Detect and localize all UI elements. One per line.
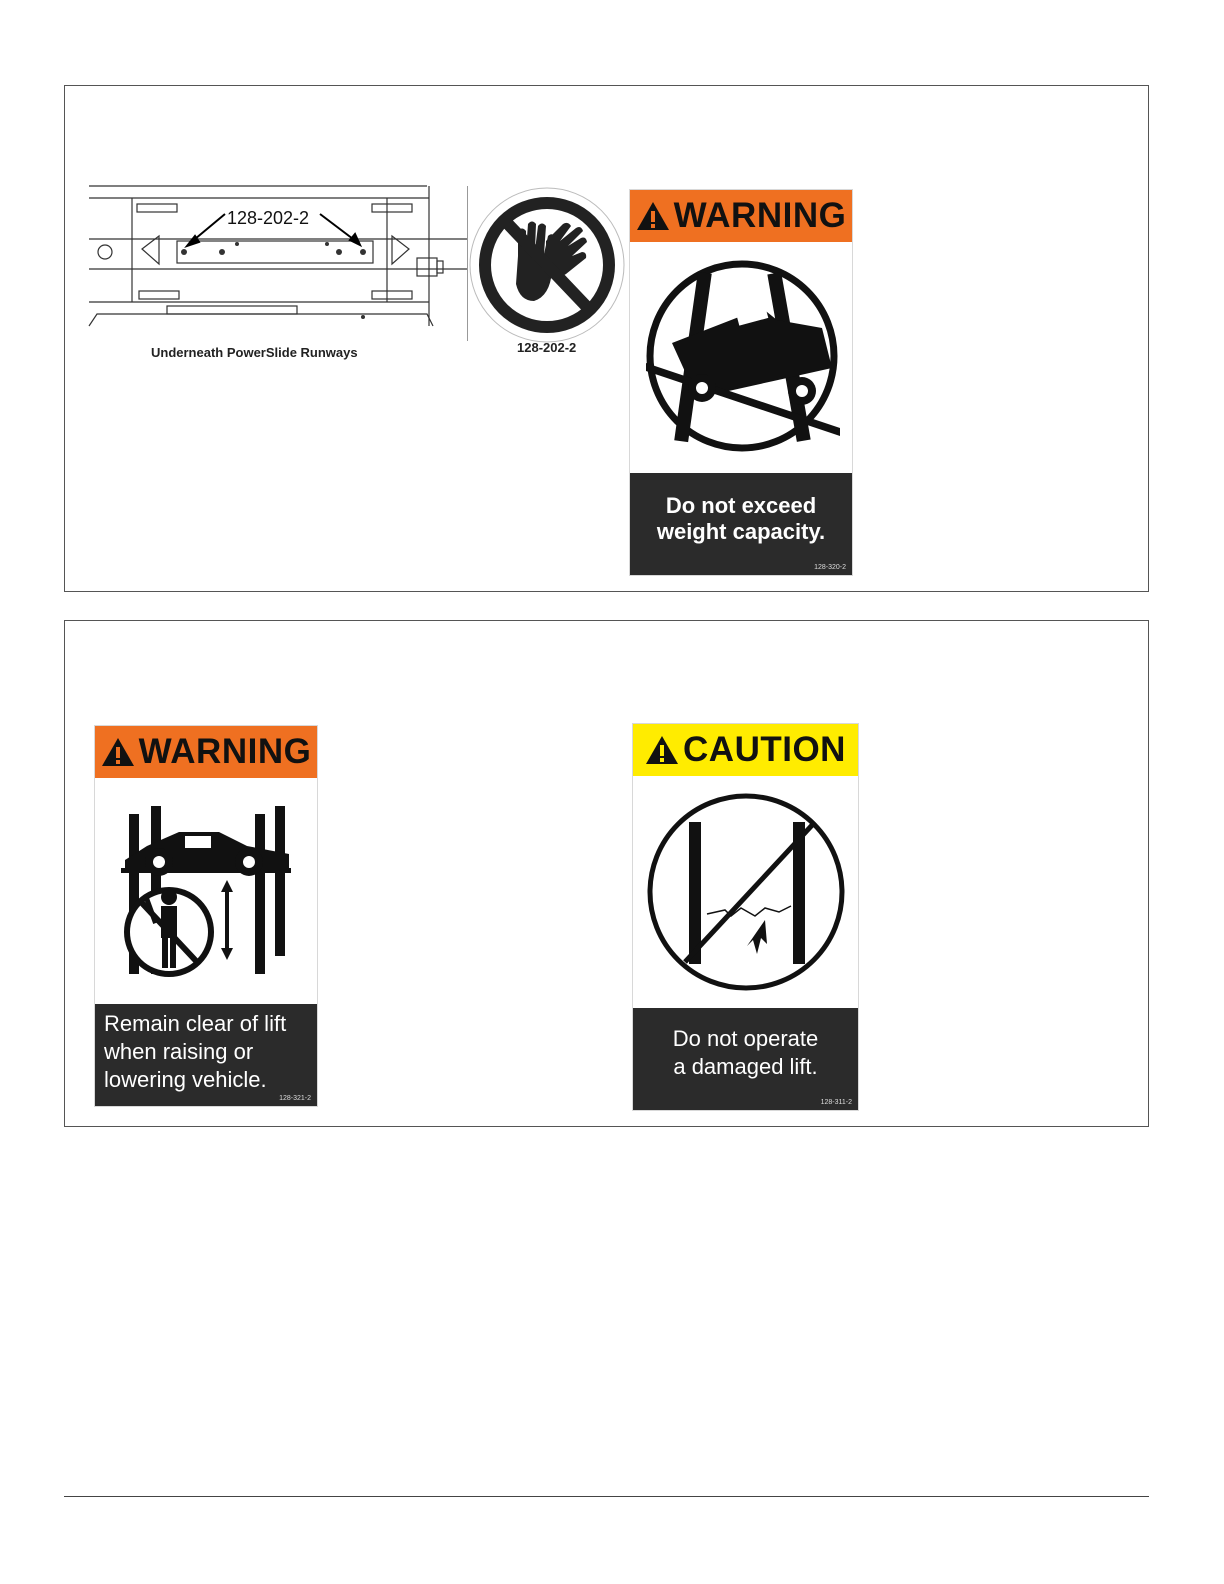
no-hand-caption: 128-202-2 [517,340,577,355]
caution-header-text: CAUTION [683,730,846,769]
caution-triangle-icon [645,734,679,766]
decal-panel-bottom [64,620,1149,1127]
warning-header [95,726,317,778]
runway-diagram [87,184,467,334]
decal-code: 128-311-2 [820,1099,852,1106]
remain-clear-warning-decal [94,725,318,1107]
diagram-caption: Underneath PowerSlide Runways [151,345,358,360]
no-tilted-vehicle-icon [642,258,842,458]
no-damaged-lift-icon [645,792,847,994]
warning-header [630,190,852,242]
decal-panel-top [64,85,1149,592]
weight-warning-decal [629,189,853,576]
warning-text-line1: Remain clear of lift [104,1011,287,1036]
warning-text-line2: when raising or [104,1039,254,1064]
warning-triangle-icon [101,736,135,768]
warning-triangle-icon [636,200,670,232]
caution-text-line1: Do not operate [672,1026,819,1051]
runway-diagram-drawing [87,184,467,334]
warning-footer [630,473,852,575]
warning-header-text: WARNING [673,196,847,235]
warning-text-line1: Do not exceed [665,493,817,518]
footer-rule [64,1496,1149,1497]
caution-text-line2: a damaged lift. [673,1054,818,1079]
no-person-under-lift-icon [119,802,295,978]
no-hands-icon [468,186,626,344]
damaged-lift-caution-decal [632,723,859,1111]
caution-header [633,724,858,776]
decal-code: 128-321-2 [279,1095,311,1102]
warning-text-line3: lowering vehicle. [104,1067,267,1092]
decal-code: 128-320-2 [814,564,846,571]
caution-footer [633,1008,858,1110]
warning-header-text: WARNING [138,732,312,771]
warning-text-line2: weight capacity. [656,519,826,544]
warning-footer [95,1004,317,1106]
no-hand-decal [468,186,626,344]
diagram-callout: 128-202-2 [227,208,310,228]
